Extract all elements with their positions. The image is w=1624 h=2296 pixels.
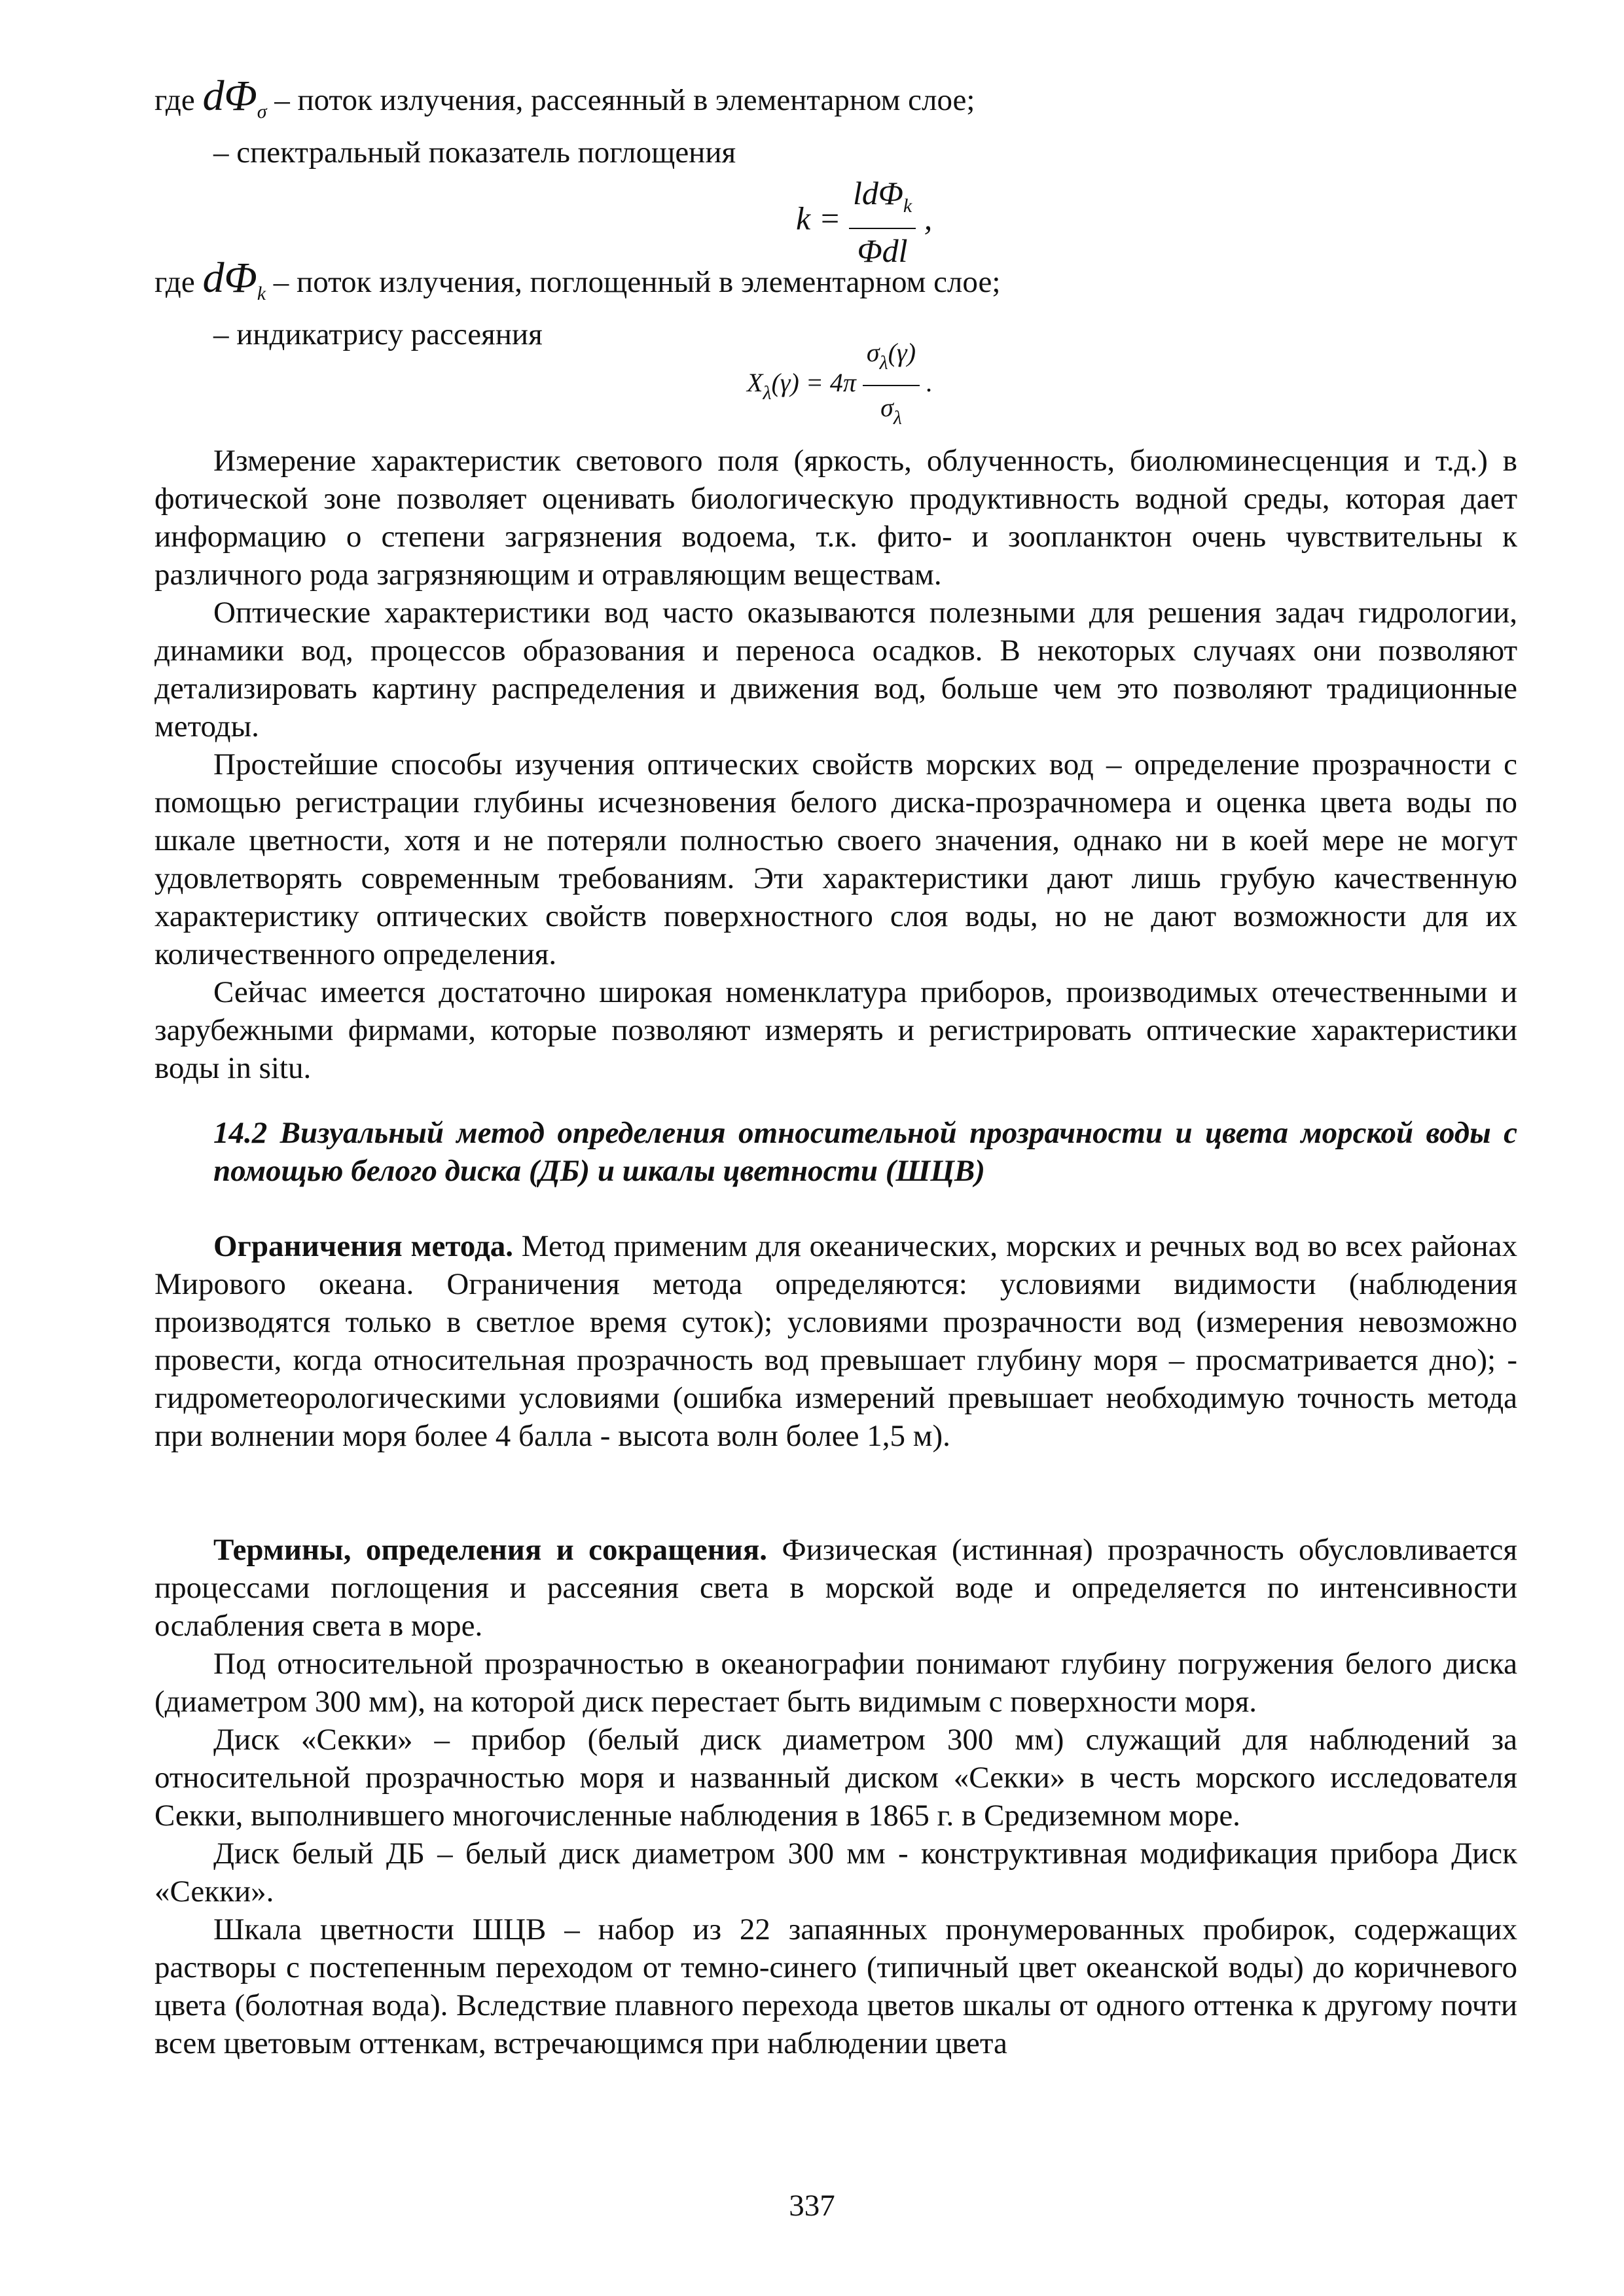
indicatrix-label: – индикатрису рассеяния [213, 317, 543, 351]
eq-x-lhs: X [747, 368, 763, 398]
paragraph-text: Физическая (истинная) прозрачность обусловливается процессами поглощения и рассеяния света в морской воде и определяется по интенсивности ослабления света в море. [154, 1533, 1518, 1643]
equation-x [154, 338, 1517, 429]
paragraph-secchi-disk: Диск «Секки» – прибор (белый диск диаметром 300 мм) служащий для наблюдений за относительной прозрачностью моря и названный диском «Секки» в честь морского исследователя Секки, выполнившего многочисленные наблюдения в 1865 г. в Средиземном море. [154, 1723, 1517, 1833]
paragraph-limits [154, 1227, 1517, 1455]
limits-block [154, 1227, 1517, 1455]
eq-x-lhs-sub: λ [763, 382, 772, 404]
spectral-label: – спектральный показатель поглощения [213, 135, 736, 170]
eq-x-fraction [863, 334, 920, 437]
paragraph-color-scale: Шкала цветности ШЦВ – набор из 22 запаянных пронумерованных пробирок, содержащих растворы с постепенным переходом от темно-синего (типичный цвет океанской воды) до коричневого цвета (болотная вода). Вследствие плавного перехода цветов шкалы от одного оттенка к другому почти всем цветовым оттенкам, встречающимся при наблюдении цвета [154, 1912, 1517, 2060]
runin-heading: Термины, определения и сокращения. [213, 1533, 768, 1567]
eq-x-num-sub: λ [879, 352, 888, 374]
math-symbol: dΦ [202, 254, 257, 302]
equation-k [154, 171, 1517, 269]
def-prefix: где [154, 265, 203, 299]
eq-x-num-text: σ [866, 338, 880, 367]
eq-x-lhs-tail: (γ) = 4π [771, 368, 856, 398]
paragraph-optical-hydrology: Оптические характеристики вод часто оказываются полезными для решения задач гидрологии, динамики вод, процессов образования и переноса осадков. В некоторых случаях они позволяют детализировать картину распределения и движения вод, больше чем это позволяют традиционные методы. [154, 596, 1517, 744]
def-text: – поток излучения, рассеянный в элементарном слое; [266, 83, 975, 117]
paragraph-instruments: Сейчас имеется достаточно широкая номенклатура приборов, производимых отечественными и зарубежными фирмами, которые позволяют измерять и регистрировать оптические характеристики воды in situ. [154, 975, 1517, 1085]
eq-k-tail: , [916, 200, 933, 237]
eq-x-tail: . [920, 368, 933, 398]
math-subscript: k [257, 283, 266, 304]
page-number: 337 [789, 2189, 835, 2223]
eq-k-numerator [849, 174, 916, 229]
eq-x-numerator [863, 334, 920, 386]
eq-x-num-tail: (γ) [888, 338, 916, 367]
equation-x-body [747, 334, 933, 437]
math-subscript: σ [257, 101, 267, 122]
eq-k-num-text: ldΦ [852, 175, 903, 211]
def-text: – поток излучения, поглощенный в элементарном слое; [266, 265, 1001, 299]
math-symbol: dΦ [202, 72, 257, 120]
paragraph-terms [154, 1531, 1517, 1645]
paragraph-light-field: Измерение характеристик светового поля (яркость, облученность, биолюминесценция и т.д.) в фотической зоне позволяет оценивать биологическую продуктивность водной среды, которая дает информацию о степени загрязнения водоема, т.к. фито- и зоопланктон очень чувствительны к различного рода загрязняющим и отравляющим веществам. [154, 444, 1517, 592]
definitions-block [154, 72, 1517, 429]
intro-paragraphs [154, 442, 1517, 1087]
eq-k-fraction [849, 174, 916, 270]
runin-heading: Ограничения метода. [213, 1229, 513, 1263]
section-heading: 14.2 Визуальный метод определения относительной прозрачности и цвета морской воды с помощью белого диска (ДБ) и шкалы цветности (ШЦВ) [213, 1116, 1517, 1188]
paragraph-text: Метод применим для океанических, морских и речных вод во всех районах Мирового океана. Ограничения метода определяются: условиями видимости (наблюдения производятся только в светлое время суток); условиями прозрачности вод (измерения невозможно провести, когда относительная прозрачность вод превышает глубину моря – просматривается дно); - гидрометеорологическими условиями (ошибка измерений превышает необходимую точность метода при волнении моря более 4 балла - высота волн более 1,5 м). [154, 1229, 1518, 1453]
paragraph-white-disk: Диск белый ДБ – белый диск диаметром 300 мм - конструктивная модификация прибора Диск «Секки». [154, 1837, 1517, 1909]
paragraph-relative-transparency: Под относительной прозрачностью в океанографии понимают глубину погружения белого диска (диаметром 300 мм), на которой диск перестает быть видимым с поверхности моря. [154, 1647, 1517, 1719]
eq-x-den-sub: λ [893, 407, 902, 429]
def-prefix: где [154, 83, 203, 117]
eq-k-num-sub: k [903, 195, 912, 217]
eq-k-denominator: Φdl [857, 232, 908, 269]
eq-x-denominator [863, 386, 920, 437]
equation-k-body [796, 174, 932, 270]
def-d-sigma [154, 72, 1517, 131]
terms-block [154, 1531, 1517, 2062]
eq-k-lhs: k = [796, 200, 841, 237]
paragraph-simple-methods: Простейшие способы изучения оптических свойств морских вод – определение прозрачности с помощью регистрации глубины исчезновения белого диска-прозрачномера и оценка цвета воды по шкале цветности, хотя и не потеряли полностью своего значения, однако ни в коей мере не могут удовлетворять современным требованиям. Эти характеристики дают лишь грубую качественную характеристику оптических свойств поверхностного слоя воды, но не дают возможности для их количественного определения. [154, 747, 1517, 971]
eq-x-den-text: σ [880, 393, 893, 422]
